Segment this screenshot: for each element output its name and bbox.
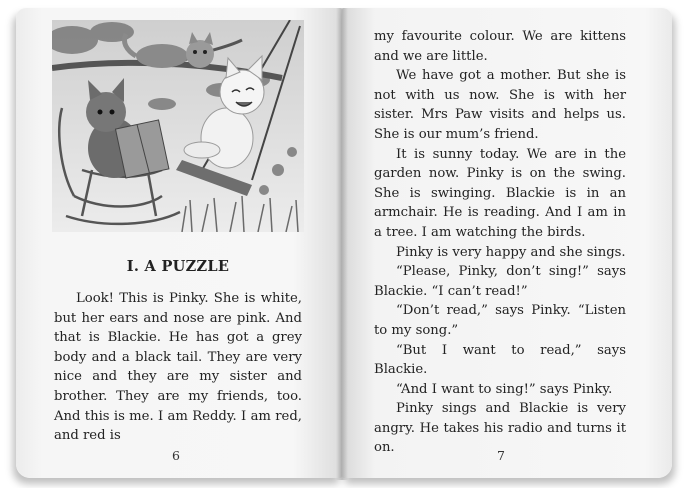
paragraph: “Please, Pinky, don’t sing!” says Blackie. “I can’t read!” [374, 264, 626, 299]
paragraph-continuation: my favourite colour. We are kittens and we are little. [374, 29, 626, 64]
left-page-text [54, 289, 302, 446]
illustration-drawing [52, 20, 304, 232]
paragraph: It is sunny today. We are in the garden now. Pinky is on the swing. She is swinging. Blackie is in an armchair. He is reading. And I am in a tree. I am watching the birds. [374, 146, 626, 240]
paragraph: Pinky sings and Blackie is very angry. He takes his radio and turns it on. [374, 401, 626, 456]
paragraph: “Don’t read,” says Pinky. “Listen to my song.” [374, 303, 626, 338]
book-spine [336, 8, 348, 480]
right-page-text [374, 27, 626, 458]
kittens-illustration [52, 20, 304, 232]
paragraph: We have got a mother. But she is not with us now. She is with her sister. Mrs Paw visits and helps us. She is our mum’s friend. [374, 68, 626, 142]
page-number-left: 6 [172, 448, 180, 463]
paragraph: “But I want to read,” says Blackie. [374, 342, 626, 378]
chapter-title: I. A PUZZLE [126, 258, 230, 275]
paragraph: Look! This is Pinky. She is white, but her ears and nose are pink. And that is Blackie. He has got a grey body and a black tail. They are very nice and they are my sister and brother. They are my friends, too. And this is me. I am Reddy. I am red, and red is [54, 291, 302, 444]
paragraph: “And I want to sing!” says Pinky. [396, 381, 613, 397]
paragraph: Pinky is very happy and she sings. [396, 244, 626, 260]
page-number-right: 7 [497, 448, 505, 463]
